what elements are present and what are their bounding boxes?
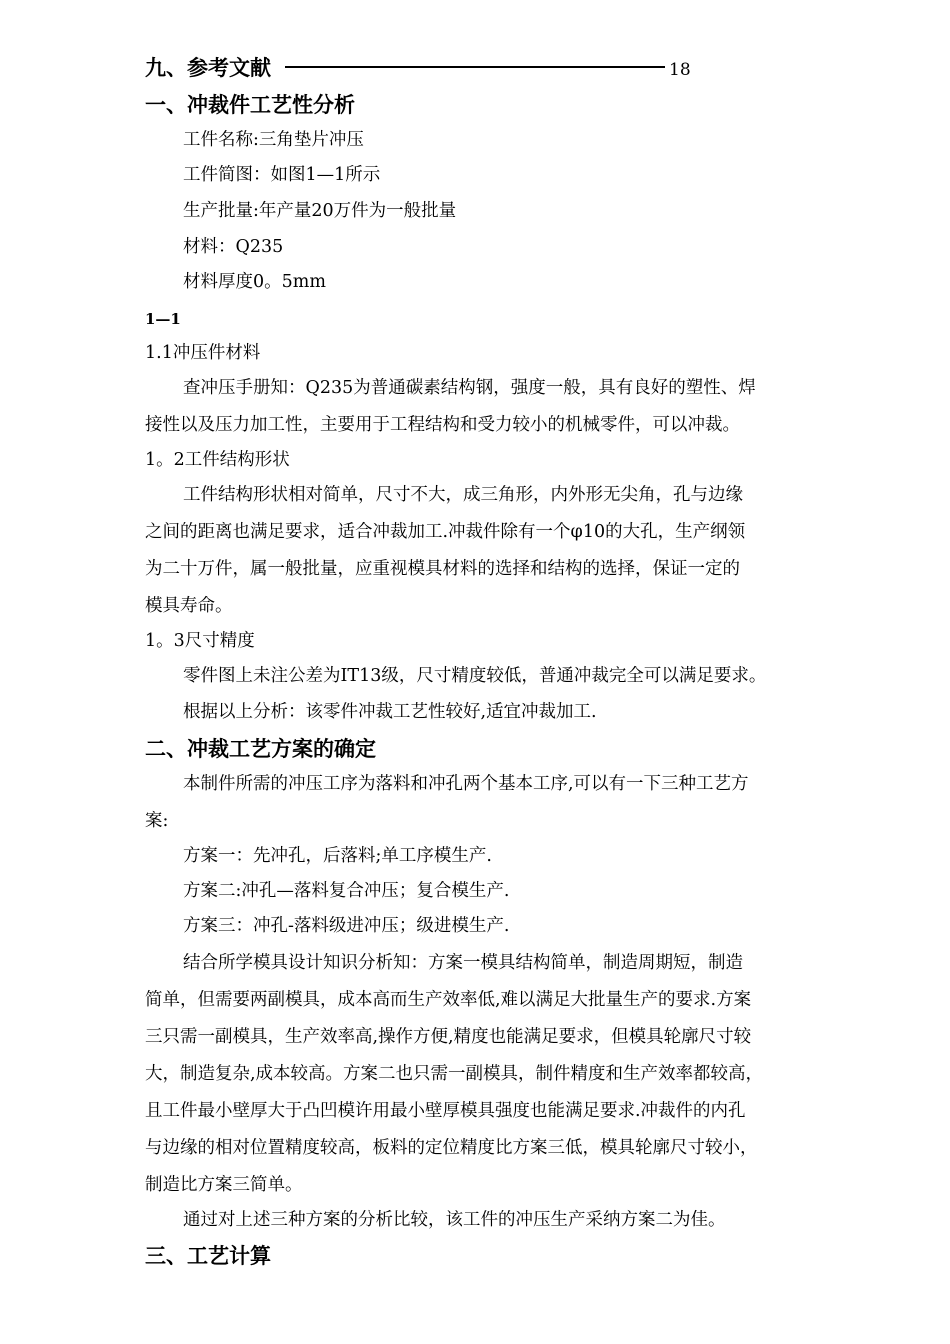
subsection-1-3-title: 1。3尺寸精度 bbox=[145, 631, 255, 651]
paragraph-line: 为二十万件，属一般批量，应重视模具材料的选择和结构的选择，保证一定的 bbox=[145, 559, 740, 579]
material: 材料：Q235 bbox=[183, 237, 284, 257]
paragraph-line: 制造比方案三简单。 bbox=[145, 1175, 303, 1195]
conclusion: 通过对上述三种方案的分析比较，该工件的冲压生产采纳方案二为佳。 bbox=[183, 1210, 726, 1230]
paragraph-line: 之间的距离也满足要求，适合冲裁加工.冲裁件除有一个φ10的大孔，生产纲领 bbox=[145, 522, 746, 542]
toc-entry bbox=[145, 58, 691, 79]
section1-heading: 一、冲裁件工艺性分析 bbox=[145, 93, 355, 117]
paragraph-line: 查冲压手册知：Q235为普通碳素结构钢，强度一般，具有良好的塑性、焊 bbox=[183, 378, 756, 398]
toc-title: 九、参考文献 bbox=[145, 56, 271, 80]
paragraph-line: 本制件所需的冲压工序为落料和冲孔两个基本工序,可以有一下三种工艺方 bbox=[183, 774, 749, 794]
paragraph-line: 简单，但需要两副模具，成本高而生产效率低,难以满足大批量生产的要求.方案 bbox=[145, 990, 752, 1010]
paragraph-line: 工件结构形状相对简单，尺寸不大，成三角形，内外形无尖角，孔与边缘 bbox=[183, 485, 743, 505]
workpiece-sketch: 工件简图：如图1—1所示 bbox=[183, 165, 381, 185]
plan-two: 方案二:冲孔—落料复合冲压；复合模生产. bbox=[183, 881, 510, 901]
paragraph-line: 且工件最小壁厚大于凸凹模许用最小壁厚模具强度也能满足要求.冲裁件的内孔 bbox=[145, 1101, 746, 1121]
workpiece-name: 工件名称:三角垫片冲压 bbox=[183, 130, 364, 150]
section3-heading: 三、工艺计算 bbox=[145, 1244, 271, 1268]
subsection-1-2-title: 1。2工件结构形状 bbox=[145, 450, 290, 470]
toc-leader-line bbox=[285, 66, 665, 68]
paragraph-line: 零件图上未注公差为IT13级，尺寸精度较低，普通冲裁完全可以满足要求。 bbox=[183, 666, 767, 686]
paragraph-line: 案: bbox=[145, 811, 169, 831]
production-batch: 生产批量:年产量20万件为一般批量 bbox=[183, 201, 457, 221]
material-thickness: 材料厚度0。5mm bbox=[183, 272, 326, 292]
plan-three: 方案三：冲孔-落料级进冲压；级进模生产. bbox=[183, 916, 510, 936]
paragraph-line: 三只需一副模具，生产效率高,操作方便,精度也能满足要求，但模具轮廓尺寸较 bbox=[145, 1027, 752, 1047]
paragraph-line: 接性以及压力加工性，主要用于工程结构和受力较小的机械零件，可以冲裁。 bbox=[145, 415, 740, 435]
subsection-1-1-title: 1.1冲压件材料 bbox=[145, 343, 261, 363]
paragraph-line: 根据以上分析：该零件冲裁工艺性较好,适宜冲裁加工. bbox=[183, 702, 597, 722]
paragraph-line: 结合所学模具设计知识分析知：方案一模具结构简单，制造周期短，制造 bbox=[183, 953, 743, 973]
paragraph-line: 与边缘的相对位置精度较高，板料的定位精度比方案三低，模具轮廓尺寸较小， bbox=[145, 1138, 758, 1158]
plan-one: 方案一：先冲孔，后落料;单工序模生产. bbox=[183, 846, 492, 866]
section2-heading: 二、冲裁工艺方案的确定 bbox=[145, 737, 376, 761]
toc-page-number: 18 bbox=[669, 60, 691, 80]
paragraph-line: 大，制造复杂,成本较高。方案二也只需一副模具，制件精度和生产效率都较高， bbox=[145, 1064, 764, 1084]
figure-label: 1—1 bbox=[145, 310, 181, 328]
paragraph-line: 模具寿命。 bbox=[145, 596, 233, 616]
